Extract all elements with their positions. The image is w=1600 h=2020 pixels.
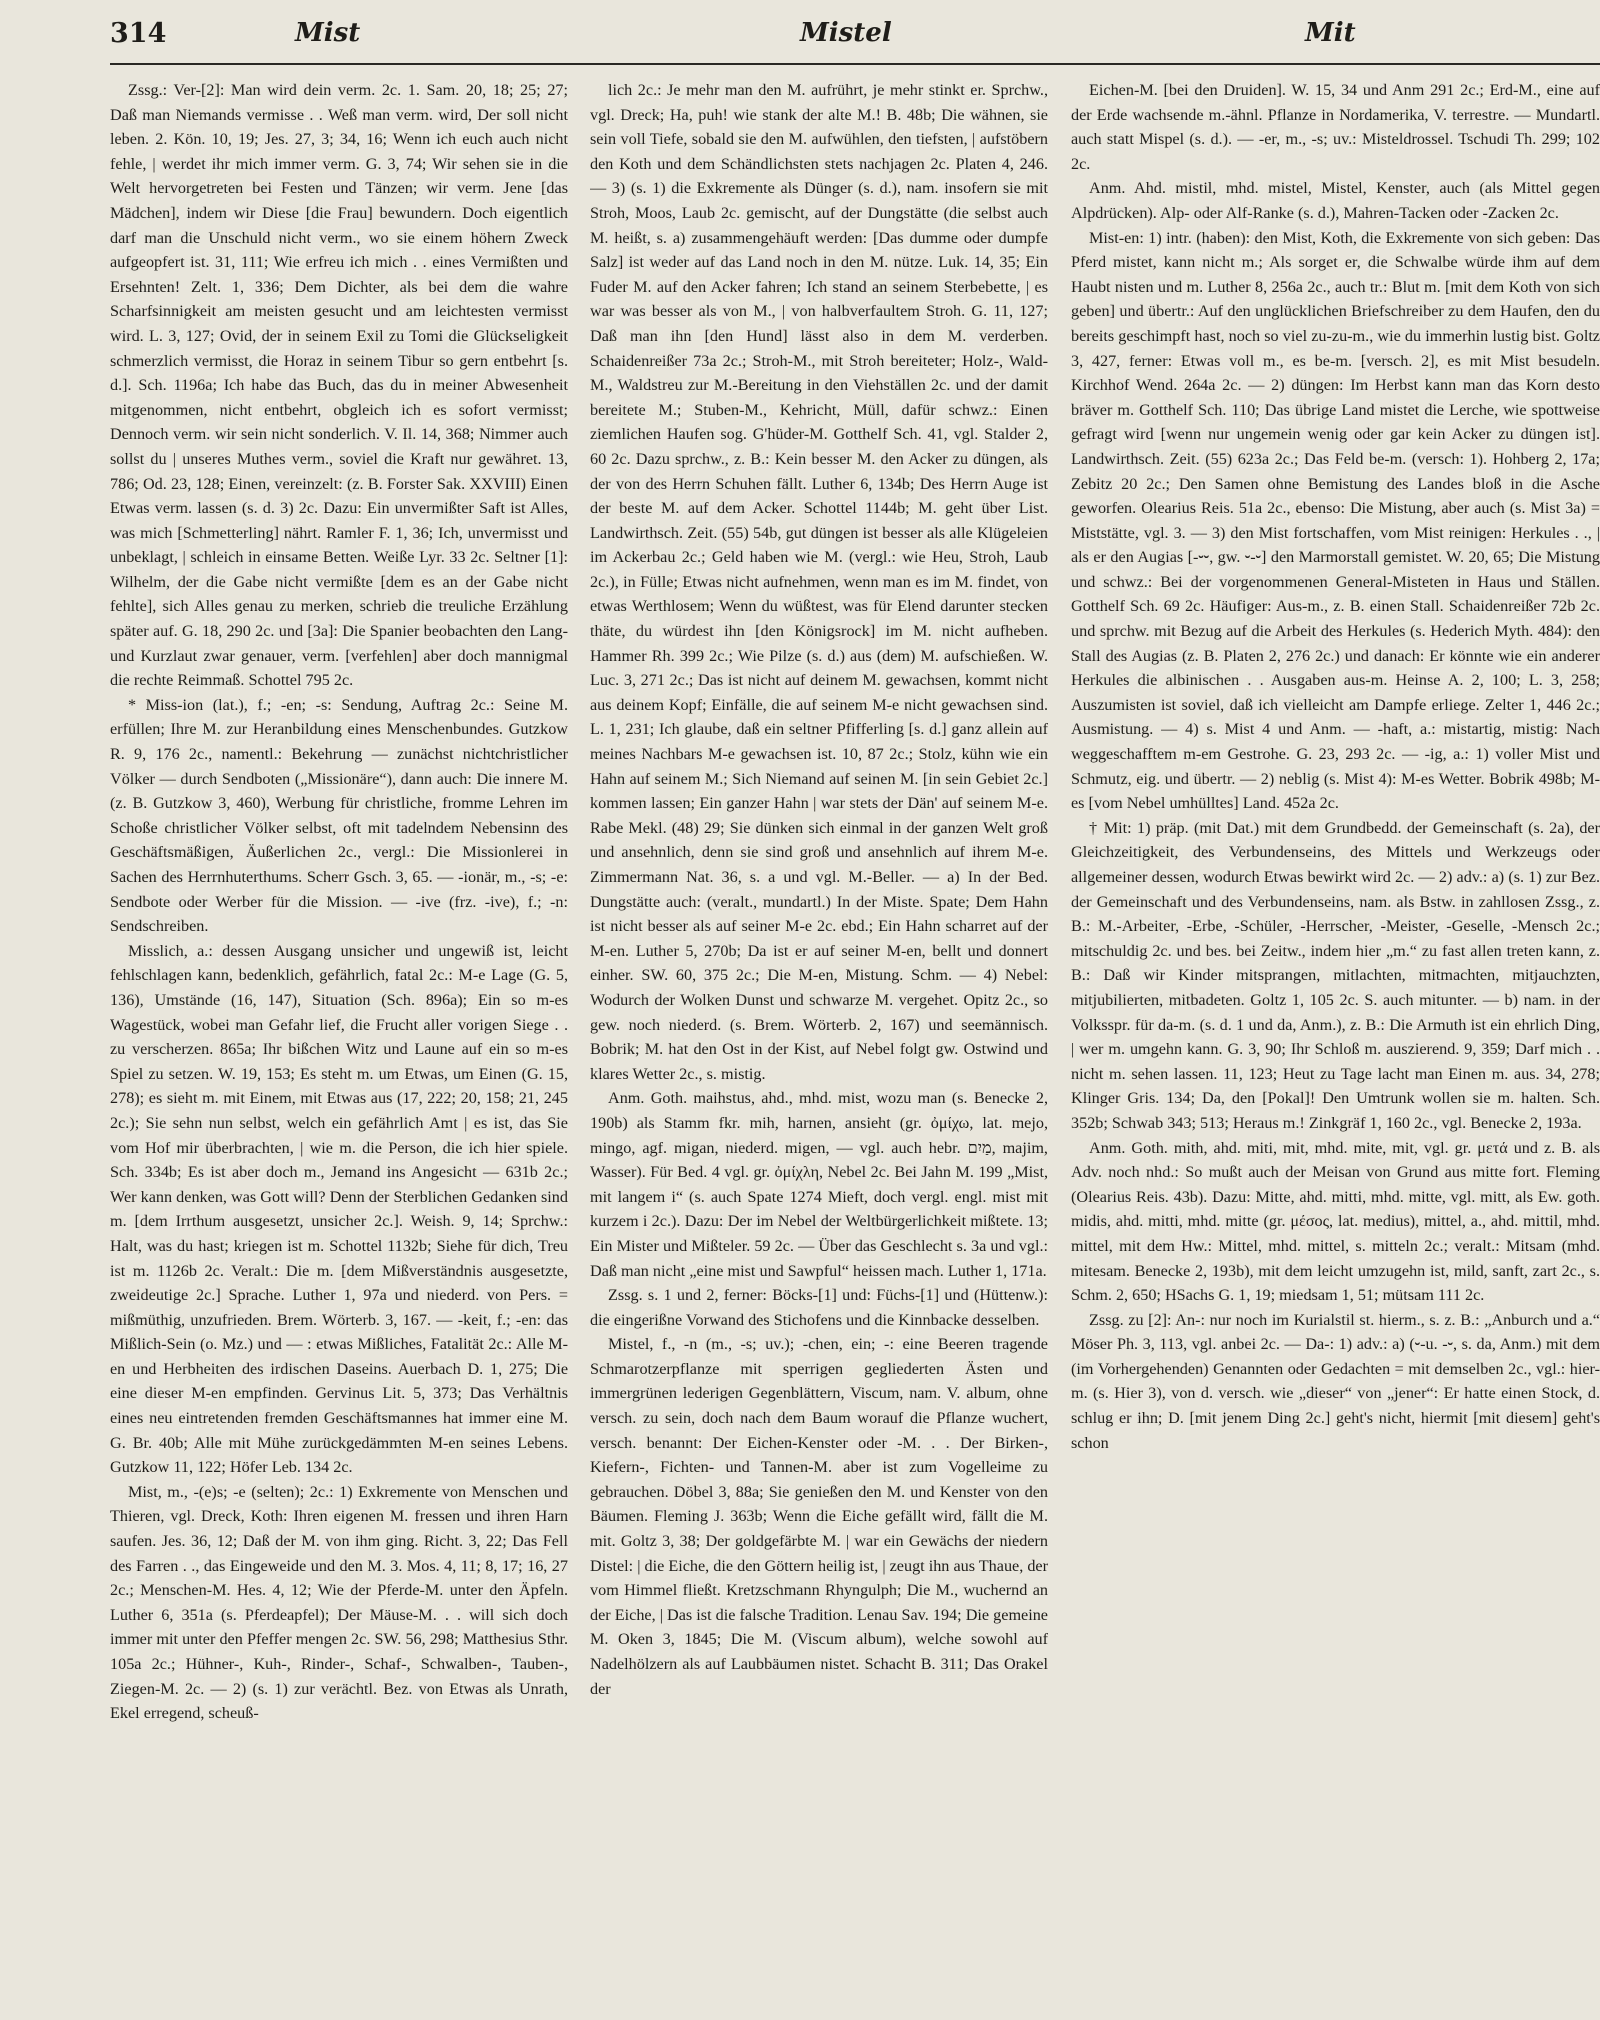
entry-paragraph: Mist, m., -(e)s; -e (selten); 2c.: 1) Exkremente von Menschen und Thieren, vgl. Dreck, Koth: Ihren eigenen M. fressen und ihren Harn saufen. Jes. 36, 12; Daß der M. von ihm ging. Richt. 3, 22; Das Fell des Farren . ., das Eingeweide und den M. 3. Mos. 4, 11; 8, 17; 16, 27 2c.; Menschen-M. Hes. 4, 12; Wie der Pferde-M. unter den Äpfeln. Luther 6, 351a (s. Pferdeapfel); Der Mäuse-M. . . will sich doch immer mit unter den Pfeffer mengen 2c. SW. 56, 298; Matthesius Sthr. 105a 2c.; Hühner-, Kuh-, Rinder-, Schaf-, Schwalben-, Tauben-, Ziegen-M. 2c. — 2) (s. 1) zur verächtl. Bez. von Etwas als Unrath, Ekel erregend, scheuß- bbox=[110, 1482, 568, 1723]
entry-paragraph: Zssg. s. 1 und 2, ferner: Böcks-[1] und: Füchs-[1] und (Hüttenw.): die eingerißne Vorwand des Stichofens und die Kinnbacke desselben. bbox=[590, 1286, 1048, 1329]
entry-paragraph: Mistel, f., -n (m., -s; uv.); -chen, ein; -: eine Beeren tragende Schmarotzerpflanze mit sperrigen gegliederten Ästen und immergrünen lederigen Gegenblättern, Viscum, nam. V. album, ohne versch. zu sein, doch nach dem Baum worauf die Pflanze wuchert, versch. benannt: Der Eichen-Kenster oder -M. . . Der Birken-, Kiefern-, Fichten- und Tannen-M. aber ist zum Vogelleime zu gebrauchen. Döbel 3, 88a; Sie genießen den M. und Kenster von den Bäumen. Fleming J. 363b; Wenn die Eiche gefällt wird, fällt die M. mit. Goltz 3, 38; Der goldgefärbte M. | war ein Gewächs der niedern Distel: | die Eiche, die den Göttern heilig ist, | zeugt ihn aus Thaue, der vom Himmel fließt. Kretzschmann Rhyngulph; Die M., wuchernd an der Eiche, | Das ist die falsche Tradition. Lenau Sav. 194; Die gemeine M. Oken 3, 1845; Die M. (Viscum album), welche sowohl auf Nadelhölzern als auf Laubbäumen nistet. Schacht B. 311; Das Orakel der bbox=[590, 1335, 1048, 1698]
entry-paragraph: Anm. Ahd. mistil, mhd. mistel, Mistel, Kenster, auch (als Mittel gegen Alpdrücken). Alp- oder Alf-Ranke (s. d.), Mahren-Tacken oder -Zacken 2c. bbox=[1071, 179, 1600, 222]
entry-paragraph: Misslich, a.: dessen Ausgang unsicher und ungewiß ist, leicht fehlschlagen kann, bedenklich, gefährlich, fatal 2c.: M-e Lage (G. 5, 136), Umstände (16, 147), Situation (Sch. 896a); Ein so m-es Wagestück, wobei man Gefahr lief, die Frucht aller vorigen Siege . . zu verscherzen. 865a; Ihr bißchen Witz und Laune auf ein so m-es Spiel zu setzen. W. 19, 153; Es steht m. um Etwas, um Einen (G. 15, 278); es sieht m. mit Einem, mit Etwas aus (17, 222; 20, 158; 21, 245 2c.); Sie sehn nun selbst, welch ein gefährlich Amt | es ist, das Sie vom Hof mir überbrachten, | wie m. die Person, die ich hier spiele. Sch. 334b; Es ist aber doch m., Jemand ins Angesicht — 631b 2c.; Wer kann denken, was Gott will? Denn der Sterblichen Gedanken sind m. [dem Irrthum ausgesetzt, unsicher 2c.]. Weish. 9, 14; Sprchw.: Halt, was du hast; kriegen ist m. Schottel 1132b; Siehe für dich, Treu ist m. 1126b 2c. Veralt.: Die m. [dem Mißverständnis ausgesetzte, zweideutige 2c.] Sprache. Luther 1, 97a und niederd. von Pers. = mißmüthig, unzufrieden. Brem. Wörterb. 3, 167. — -keit, f.; -en: das Mißlich-Sein (o. Mz.) und — : etwas Mißliches, Fatalität 2c.: Alle M-en und Herbheiten des irdischen Daseins. Auerbach D. 1, 275; Die eine dieser M-en empfinden. Gervinus Lit. 5, 373; Das Verhältnis eines neu eintretenden fremden Geschäftsmannes hat immer eine M. G. Br. 40b; Alle mit Mühe zurückgedämmten M-en seines Lebens. Gutzkow 11, 122; Höfer Leb. 134 2c. bbox=[110, 941, 568, 1477]
page-header bbox=[110, 18, 1600, 58]
running-head-right: Mit bbox=[1305, 18, 1356, 48]
entry-paragraph: † Mit: 1) präp. (mit Dat.) mit dem Grundbedd. der Gemeinschaft (s. 2a), der Gleichzeitigkeit, des Verbundenseins, des Mittels und Werkzeugs oder allgemeiner dessen, wodurch Etwas bewirkt wird 2c. — 2) adv.: a) (s. 1) zur Bez. der Gemeinschaft und des Verbundenseins, nam. als Bstw. in zahllosen Zssg., z. B.: M.-Arbeiter, -Erbe, -Schüler, -Herrscher, -Meister, -Geselle, -Mensch 2c.; mitschuldig 2c. und bes. bei Zeitw., indem hier „m.“ zu fast allen treten kann, z. B.: Daß wir Kinder mitsprangen, mitlachten, mitmachten, mitjauchzten, mitjubilierten, mitbadeten. Goltz 1, 105 2c. S. auch mitunter. — b) nam. in der Volksspr. für da-m. (s. d. 1 und da, Anm.), z. B.: Die Armuth ist ein ehrlich Ding, | wer m. umgehn kann. G. 3, 90; Ihr Schloß m. auszierend. 9, 359; Darf mich . . nicht m. sehen lassen. 11, 123; Heut zu Tage lacht man Einen m. aus. 34, 278; Klinger Gris. 134; Da, den [Pokal]! Den Umtrunk wollen sie m. halten. Sch. 352b; Schwab 343; 513; Heraus m.! Zinkgräf 1, 160 2c., vgl. Benecke 2, 193a. bbox=[1071, 818, 1600, 1132]
running-head-left: Mist bbox=[295, 18, 361, 48]
entry-paragraph: * Miss-ion (lat.), f.; -en; -s: Sendung, Auftrag 2c.: Seine M. erfüllen; Ihre M. zur Heranbildung eines Menschenbundes. Gutzkow R. 9, 176 2c., namentl.: Bekehrung — zunächst nichtchristlicher Völker — durch Sendboten („Missionäre“), dann auch: Die innere M. (z. B. Gutzkow 3, 460), Werbung für christliche, fromme Lehren im Schoße christlicher Völker selbst, oft mit tadelndem Nebensinn des Geschäftsmäßigen, Äußerlichen 2c., vergl.: Die Missionlerei in Sachen des Herrnhuterthums. Scherr Gsch. 3, 65. — -ionär, m., -s; -e: Sendbote oder Werber für die Mission. — -ive (frz. -ive), f.; -n: Sendschreiben. bbox=[110, 695, 568, 936]
header-rule bbox=[110, 63, 1600, 65]
entry-paragraph: Anm. Goth. maihstus, ahd., mhd. mist, wozu man (s. Benecke 2, 190b) als Stamm fkr. mih, harnen, ansieht (gr. ὀμίχω, lat. mejo, mingo, agf. migan, niederd. migen, — vgl. auch hebr. מַיִם, majim, Wasser). Für Bed. 4 vgl. gr. ὀμίχλη, Nebel 2c. Bei Jahn M. 199 „Mist, mit langem i“ (s. auch Spate 1274 Mieft, doch vergl. engl. mist mit kurzem i 2c.). Dazu: Der im Nebel der Weltbürgerlichkeit mißtete. 13; Ein Mister und Mißteler. 59 2c. — Über das Geschlecht s. 3a und vgl.: Daß man nicht „eine mist und Sawpful“ heissen mach. Luther 1, 171a. bbox=[590, 1089, 1048, 1280]
entry-paragraph: Mist-en: 1) intr. (haben): den Mist, Koth, die Exkremente von sich geben: Das Pferd mistet, kann nicht m.; Als sorget er, die Schwalbe würde ihm auf dem Haubt nisten und m. Luther 8, 256a 2c., auch tr.: Blut m. [mit dem Koth von sich geben] und übertr.: Auf den unglücklichen Briefschreiber zu dem Haufen, den du bereits geschimpft hast, noch so viel zu-zu-m., wie du immerhin lustig bist. Goltz 3, 427, ferner: Etwas voll m., es be-m. [versch. 2], es mit Mist besudeln. Kirchhof Wend. 264a 2c. — 2) düngen: Im Herbst kann man das Korn desto bräver m. Gotthelf Sch. 110; Das übrige Land mistet die Lerche, wie spottweise gefragt wird [wenn nur ungemein wenig oder gar kein Acker zu düngen ist]. Landwirthsch. Zeit. (55) 623a 2c.; Das Feld be-m. (versch: 1). Hohberg 2, 17a; Zebitz 20 2c.; Den Samen ohne Bemistung des Landes bloß in die Asche geworfen. Olearius Reis. 51a 2c., ebenso: Die Mistung, aber auch (s. Mist 3a) = Miststätte, vgl. 3. — 3) den Mist fortschaffen, vom Mist reinigen: Herkules . ., | als er den Augias [-⏑⏑, gw. ⏑-⏑] den Marmorstall gemistet. W. 20, 65; Die Mistung und schwz.: Bei der vorgenommenen General-Misteten in Haus und Ställen. Gotthelf Sch. 69 2c. Häufiger: Aus-m., z. B. einen Stall. Schaidenreißer 72b 2c. und sprchw. mit Bezug auf die Arbeit des Herkules (s. Hederich Myth. 484): den Stall des Augias (z. B. Platen 2, 276 2c.) und danach: Er könnte wie ein anderer Herkules die albinischen . . Ausgaben aus-m. Heinse A. 2, 100; L. 3, 258; Auszumisten ist soviel, daß ich vielleicht am Dampfe erliege. Zelter 1, 446 2c.; Ausmistung. — 4) s. Mist 4 und Anm. — -haft, a.: mistartig, mistig: Nach weggeschafftem m-em Gestrohe. G. 23, 293 2c. — -ig, a.: 1) voller Mist und Schmutz, eig. und übertr. — 2) neblig (s. Mist 4): M-es Wetter. Bobrik 498b; M-es [vom Nebel umhülltes] Land. 452a 2c. bbox=[1071, 228, 1600, 813]
entry-paragraph: lich 2c.: Je mehr man den M. aufrührt, je mehr stinkt er. Sprchw., vgl. Dreck; Ha, puh! wie stank der alte M.! B. 48b; Die wähnen, sie sein voll Tiefe, sobald sie den M. aufwühlen, den tiefsten, | aufstöbern den Koth und dem Schändlichsten stets nachjagen 2c. Platen 4, 246. — 3) (s. 1) die Exkremente als Dünger (s. d.), nam. insofern sie mit Stroh, Moos, Laub 2c. gemischt, auf der Dungstätte (die selbst auch M. heißt, s. a) zusammengehäuft werden: [Das dumme oder dumpfe Salz] ist weder auf das Land noch in den M. nütze. Luk. 14, 35; Ein Fuder M. auf den Acker fahren; Ich stand an seinem Sterbebette, | es war was besser als von M., | von halbverfaultem Stroh. G. 11, 127; Daß man ihn [den Hund] lässt also in dem M. verderben. Schaidenreißer 73a 2c.; Stroh-M., mit Stroh bereiteter; Holz-, Wald-M., Waldstreu zur M.-Bereitung in den Viehställen 2c. und der damit bereitete M.; Stuben-M., Kehricht, Müll, dafür schwz.: Einen ziemlichen Haufen sog. G'hüder-M. Gotthelf Sch. 41, vgl. Stalder 2, 60 2c. Dazu sprchw., z. B.: Kein besser M. den Acker zu düngen, als der von des Herrn Schuhen fällt. Luther 6, 134b; Des Herrn Auge ist der beste M. auf dem Acker. Schottel 1144b; M. geht über List. Landwirthsch. Zeit. (55) 54b, gut düngen ist besser als alle Klügeleien im Ackerbau 2c.; Geld haben wie M. (vergl.: wie Heu, Stroh, Laub 2c.), in Fülle; Etwas nicht aufnehmen, wenn man es im M. findet, von etwas Werthlosem; Wenn du wüßtest, was für Elend darunter stecken thäte, du würdest ihn [den Königsrock] im M. nicht aufheben. Hammer Rh. 399 2c.; Wie Pilze (s. d.) aus (dem) M. aufschießen. W. Luc. 3, 271 2c.; Das ist nicht auf deinem M. gewachsen, kommt nicht aus deinem Kopf; Einfälle, die auf seinem M-e nicht gewachsen sind. L. 1, 231; Ich glaube, daß ein seltner Pfifferling [s. d.] ganz allein auf meines Nachbars M-e gewachsen ist. 10, 87 2c.; Stolz, kühn wie ein Hahn auf seinem M.; Sich Niemand auf seinen M. [in sein Gebiet 2c.] kommen lassen; Ein ganzer Hahn | war stets der Dän' auf seinem M-e. Rabe Mekl. (48) 29; Sie dünken sich einmal in der ganzen Welt groß und ansehnlich, denn sie sind groß und ansehnlich auf ihrem M-e. Zimmermann Nat. 36, s. a und vgl. M.-Beller. — a) In der Bed. Dungstätte auch: (veralt., mundartl.) In der Miste. Spate; Dem Hahn ist nicht besser als auf seiner M-e 2c. ebd.; Ein Hahn scharret auf der M-en. Luther 5, 270b; Da ist er auf seiner M-en, bellt und donnert einher. SW. 60, 375 2c.; Die M-en, Mistung. Schm. — 4) Nebel: Wodurch der Wolken Dunst und schwarze M. vergehet. Opitz 2c., so gew. noch niederd. (s. Brem. Wörterb. 2, 167) und seemännisch. Bobrik; M. hat den Ost in der Kist, auf Nebel folgt gw. Ostwind und klares Wetter 2c., s. mistig. bbox=[590, 81, 1048, 1083]
column-left bbox=[110, 78, 568, 2003]
entry-paragraph: Anm. Goth. mith, ahd. miti, mit, mhd. mite, mit, vgl. gr. μετά und z. B. als Adv. noch nhd.: So mußt auch der Meisan von Grund aus mitte fort. Fleming (Olearius Reis. 43b). Dazu: Mitte, ahd. mitti, mhd. mitte, vgl. mitt, als Ew. goth. midis, ahd. mitti, mhd. mitte (gr. μέσος, lat. medius), mittel, a., ahd. mittil, mhd. mittel, mit dem Hw.: Mittel, mhd. mittel, s. mitteln 2c.; veralt.: Mitsam (mhd. mitesam. Benecke 2, 193b), mit dem leicht umzugehn ist, mild, sanft, zart 2c., s. Schm. 2, 650; HSachs G. 1, 19; miedsam 1, 51; mütsam 111 2c. bbox=[1071, 1138, 1600, 1305]
entry-paragraph: Zssg. zu [2]: An-: nur noch im Kurialstil st. hierm., s. z. B.: „Anburch und a.“ Möser Ph. 3, 113, vgl. anbei 2c. — Da-: 1) adv.: a) (⏑-u. -⏑, s. da, Anm.) mit dem (im Vorhergehenden) Genannten oder Gedachten = mit demselben 2c., vgl.: hier-m. (s. Hier 3), von d. versch. wie „dieser“ von „jener“: Er hatte einen Stock, d. schlug er ihn; D. [mit jenem Ding 2c.] geht's nicht, hiermit [mit diesem] geht's schon bbox=[1071, 1310, 1600, 1452]
entry-paragraph: Zssg.: Ver-[2]: Man wird dein verm. 2c. 1. Sam. 20, 18; 25; 27; Daß man Niemands vermisse . . Weß man verm. wird, Der soll nicht leben. 2. Kön. 10, 19; Jes. 27, 3; 34, 16; Wenn ich euch auch nicht fehle, | werdet ihr mich immer verm. G. 3, 74; Wir sehen sie in die Welt hervorgetreten bei Festen und Tänzen; wir verm. Jene [das Mädchen], indem wir Diese [die Frau] bewundern. Doch eigentlich darf man die Unschuld nicht verm., wo sie einem höhern Zweck aufgeopfert ist. 31, 111; Wie erfreu ich mich . . eines Vermißten und Ersehnten! Zelt. 1, 336; Dem Dichter, als bei dem die wahre Scharfsinnigkeit am meisten gesucht und am leichtesten vermisst wird. L. 3, 127; Ovid, der in seinem Exil zu Tomi die Glückseligkeit schmerzlich vermisst, die Horaz in seinem Tibur so gern entbehrt [s. d.]. Sch. 1196a; Ich habe das Buch, das du in meiner Abwesenheit mitgenommen, nicht entbehrt, obgleich ich es sofort vermisst; Dennoch verm. wir sein nicht sonderlich. V. Il. 14, 368; Nimmer auch sollst du | unseres Muthes verm., soviel die Kraft nur gewähret. 13, 786; Od. 23, 128; Einen, vereinzelt: (z. B. Forster Sak. XXVIII) Einen Etwas verm. lassen (s. d. 3) 2c. Dazu: Ein unvermißter Saft ist Alles, was mich [Schmetterling] nährt. Ramler F. 1, 36; Ich, unvermisst und unbeklagt, | schleich in einsame Betten. Weiße Lyr. 33 2c. Seltner [1]: Wilhelm, der die Gabe nicht vermißte [dem es an der Gabe nicht fehlte], sich Alles genau zu merken, schrieb die treuliche Erzählung später auf. G. 18, 290 2c. und [3a]: Die Spanier beobachten den Lang- und Kurzlaut zwar genauer, verm. [verfehlen] aber doch mannigmal die rechte Reimmaß. Schottel 795 2c. bbox=[110, 81, 568, 690]
column-middle bbox=[590, 78, 1048, 2003]
running-head-center: Mistel bbox=[800, 18, 892, 48]
column-right bbox=[1071, 78, 1600, 2003]
entry-paragraph: Eichen-M. [bei den Druiden]. W. 15, 34 und Anm 291 2c.; Erd-M., eine auf der Erde wachsende m.-ähnl. Pflanze in Nordamerika, V. terrestre. — Mundartl. auch statt Mispel (s. d.). — -er, m., -s; uv.: Misteldrossel. Tschudi Th. 299; 102 2c. bbox=[1071, 81, 1600, 173]
page-number: 314 bbox=[110, 18, 167, 49]
